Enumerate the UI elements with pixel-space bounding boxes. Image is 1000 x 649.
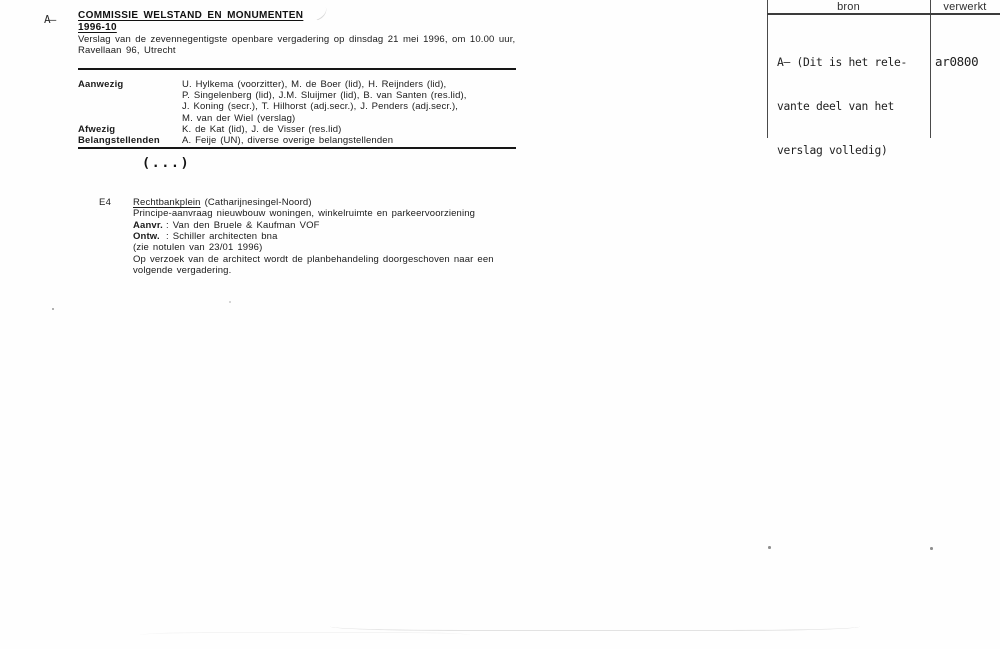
attendance-row-belangstellenden [78,135,523,146]
attendance-label: Afwezig [78,123,116,135]
typed-annotation-note [777,26,907,189]
agenda-item-title [133,197,513,208]
attendee-line: K. de Kat (lid), J. de Visser (res.lid) [182,123,342,135]
annotation-table-header-rule [767,13,1000,15]
agenda-item-body [133,197,513,276]
agenda-note-line: (zie notulen van 23/01 1996) [133,242,263,254]
column-header-verwerkt: verwerkt [943,1,987,13]
attendee-line: M. van der Wiel (verslag) [182,112,296,124]
document-intro [78,34,523,57]
omission-ellipsis: (...) [142,155,191,171]
attendance-values [182,135,523,146]
annotation-line-1: A— (Dit is het rele- [777,55,908,69]
pencil-mark-artifact [312,5,329,20]
margin-marker-a: A— [44,13,56,26]
attendee-line: P. Singelenberg (lid), J.M. Sluijmer (lid), B. van Santen (res.lid), [182,89,467,101]
agenda-item-subtitle: Principe-aanvraag nieuwbouw woningen, winkelruimte en parkeervoorziening [133,208,476,220]
annotation-line-3: verslag volledig) [777,144,888,158]
annotation-table-left-border [767,0,769,138]
attendance-label: Aanwezig [78,78,124,90]
aanvrager-value: : Van den Bruele & Kaufman VOF [166,219,320,231]
attendance-label: Belangstellenden [78,135,160,147]
column-header-bron: bron [837,1,860,13]
attendance-table [78,79,523,147]
ontwerper-value: : Schiller architecten bna [166,231,278,243]
annotation-table-column-divider [930,0,932,138]
agenda-aanvrager-line [133,220,513,231]
horizontal-rule-bottom [78,147,516,149]
attendance-row-aanwezig [78,79,523,124]
scan-smudge-artifact [330,622,860,631]
horizontal-rule-top [78,68,516,70]
agenda-title-underlined: Rechtbankplein [133,197,201,208]
intro-line-2: Ravellaan 96, Utrecht [78,44,176,56]
scan-speck [229,301,231,303]
attendee-line: U. Hylkema (voorzitter), M. de Boer (lid), H. Reijnders (lid), [182,78,447,90]
aanvrager-label: Aanvr. [133,219,163,231]
intro-line-1: Verslag van de zevennegentigste openbare vergadering op dinsdag 21 mei 1996, om 10.00 uur, [78,33,516,45]
document-title: COMMISSIE WELSTAND EN MONUMENTEN [78,10,304,21]
ontwerper-label: Ontw. [133,231,160,243]
document-number: 1996-10 [78,22,117,33]
scan-speck [52,308,54,310]
scan-speck [930,547,933,550]
verwerkt-code: ar0800 [935,54,979,69]
scan-speck [768,546,771,549]
agenda-body-line-1: Op verzoek van de architect wordt de planbehandeling doorgeschoven naar een [133,253,494,265]
agenda-title-rest: (Catharijnesingel-Noord) [200,197,312,208]
agenda-ontwerper-line [133,231,513,242]
attendee-line: J. Koning (secr.), T. Hilhorst (adj.secr.), J. Penders (adj.secr.), [182,101,459,113]
attendance-values [182,124,523,135]
scan-smudge-artifact [140,632,470,638]
attendance-values [182,79,523,124]
agenda-body-line-2: volgende vergadering. [133,265,232,277]
attendee-line: A. Feije (UN), diverse overige belangstellenden [182,135,394,147]
agenda-item-code: E4 [99,197,112,208]
annotation-line-2: vante deel van het [777,99,895,113]
attendance-row-afwezig [78,124,523,135]
